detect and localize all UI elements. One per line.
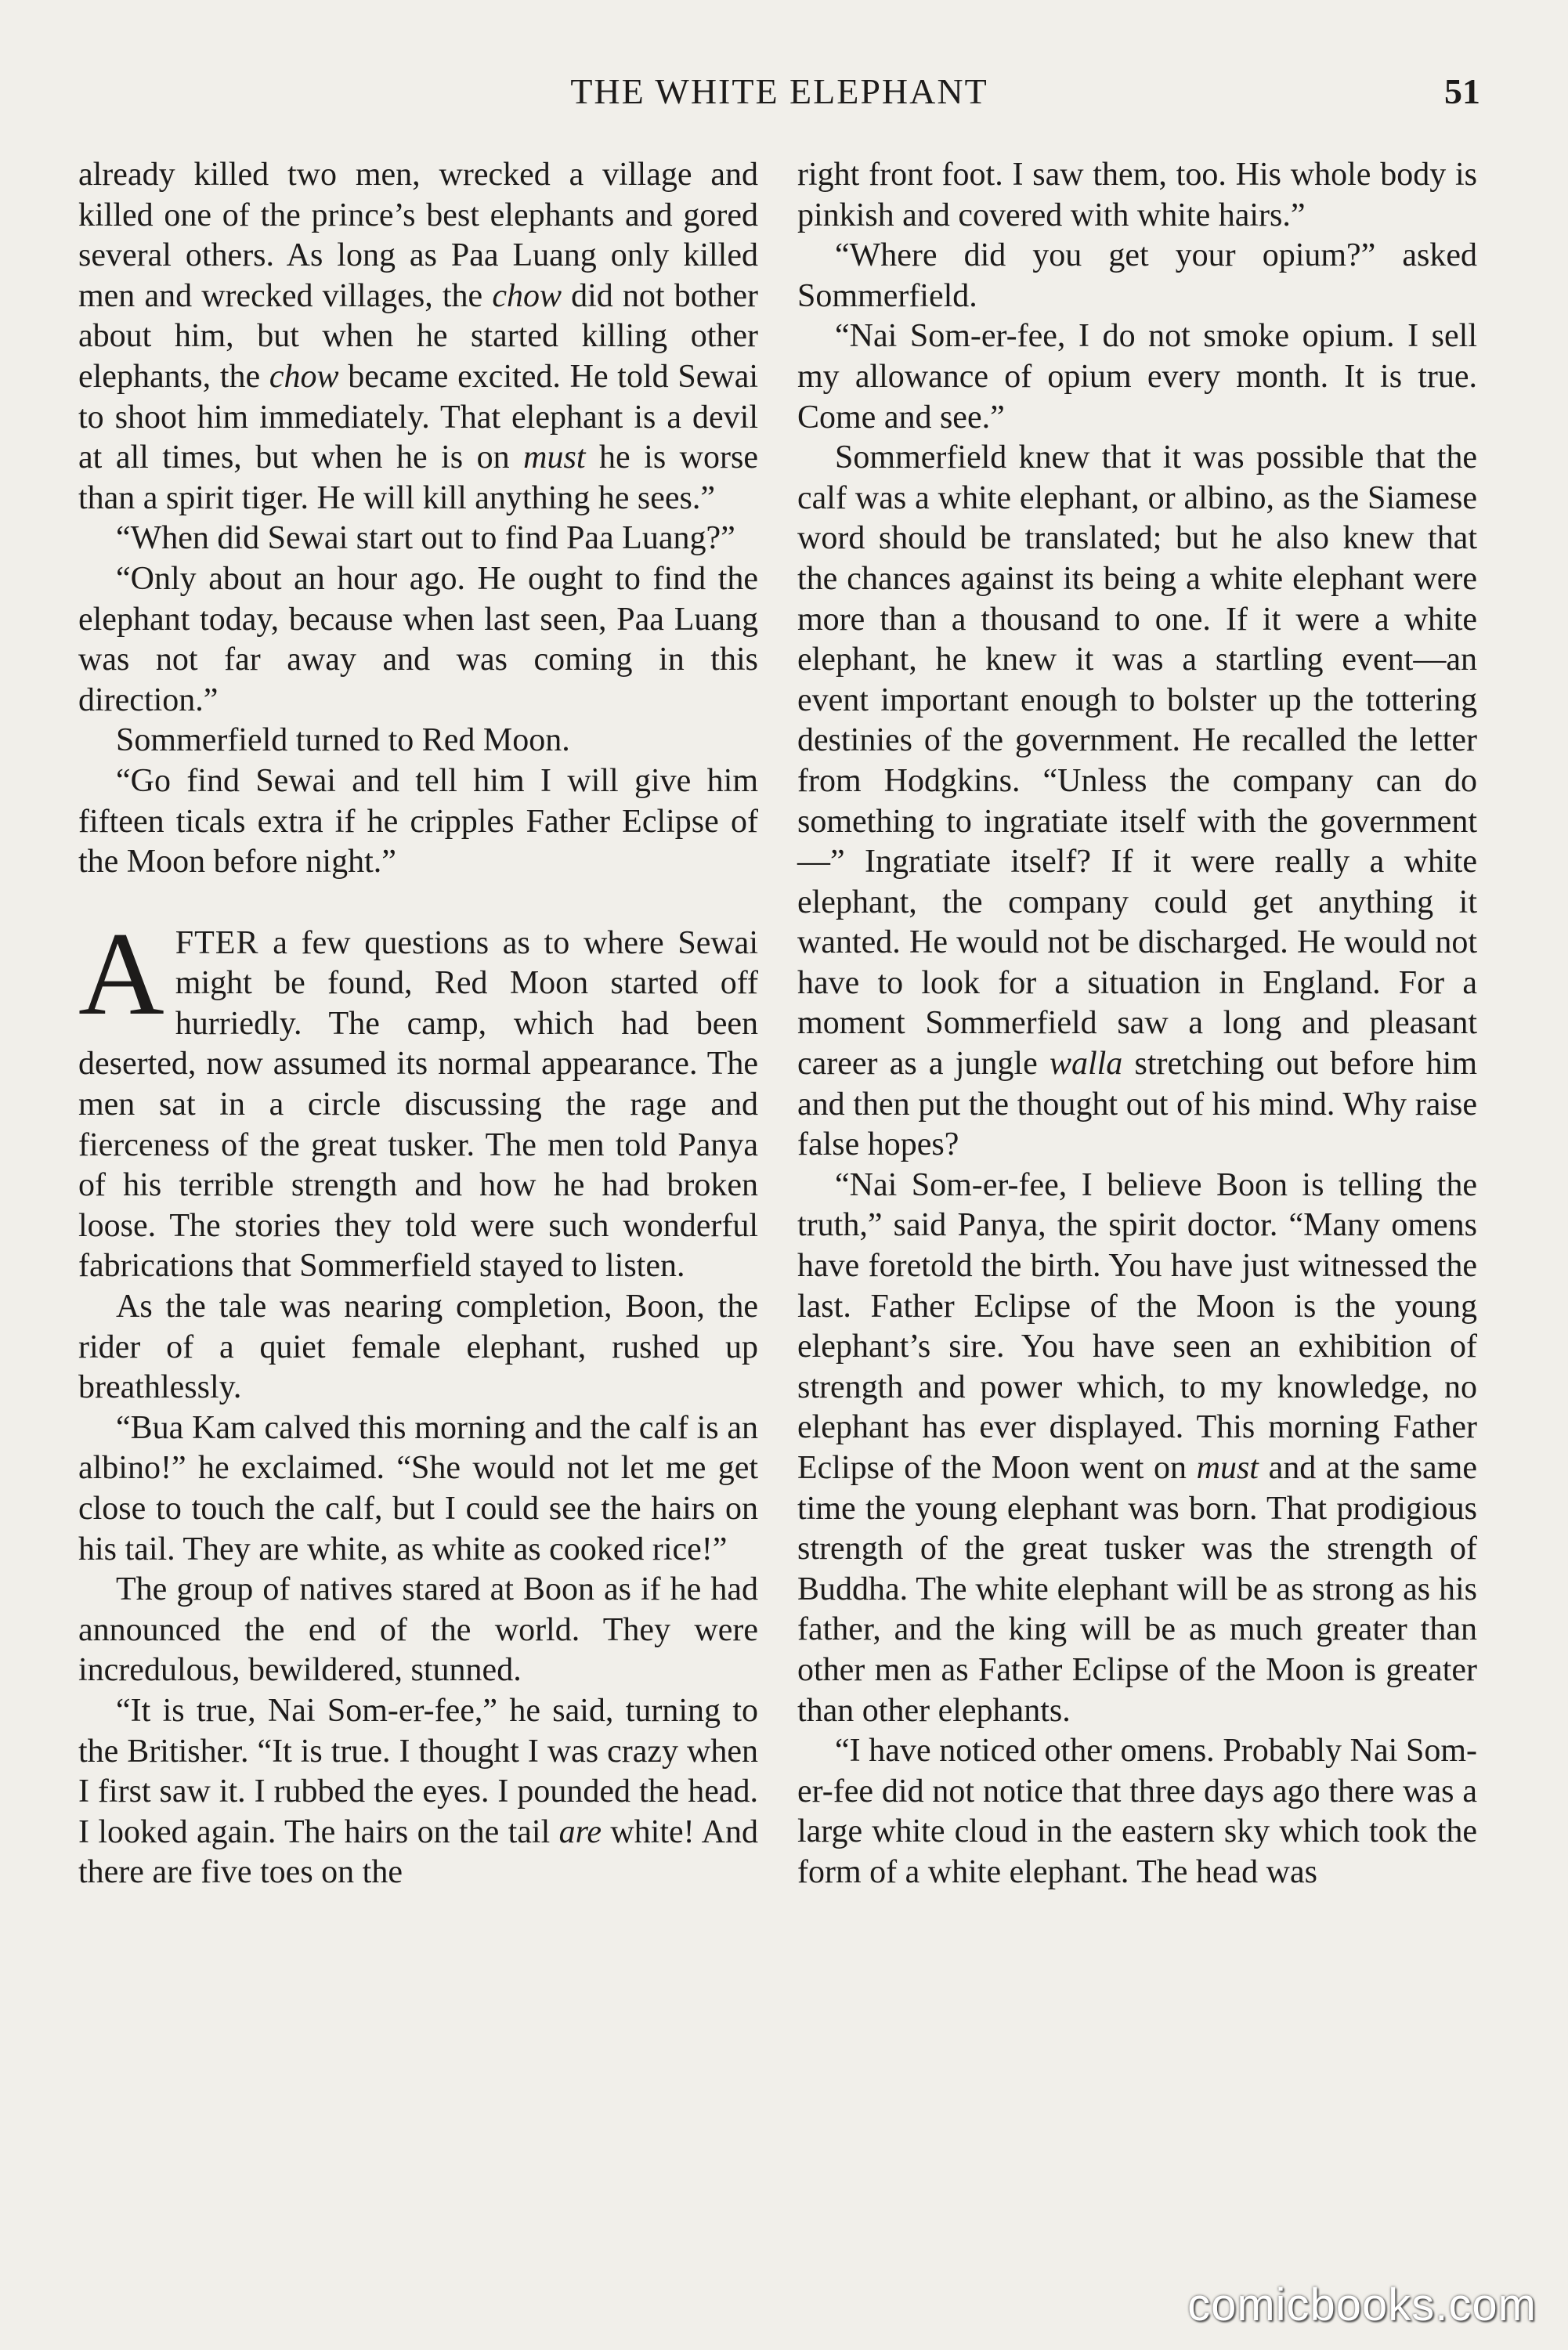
page-header xyxy=(78,70,1480,125)
right-column xyxy=(797,155,1477,1893)
paragraph: already killed two men, wrecked a village and killed one of the prince’s best elephants and gored several others. As long as Paa Luang only killed men and wrecked villages, the chow did not bother about him, but when he started killing other elephants, the chow became excited. He told Sewai to shoot him immediately. That elephant is a devil at all times, but when he is on must he is worse than a spirit tiger. He will kill anything he sees.” xyxy=(78,157,759,516)
watermark-logo: comicbooks.com xyxy=(1187,2280,1537,2330)
paragraph: “Where did you get your opium?” asked Sommerfield. xyxy=(797,237,1477,314)
paragraph: “I have noticed other omens. Probably Nai Som-er-fee did not notice that three days ago there was a large white cloud in the eastern sky which took the form of a white elephant. The head was xyxy=(797,1733,1477,1890)
page-number: 51 xyxy=(1444,71,1480,111)
left-column xyxy=(78,155,758,1893)
paragraph: “Bua Kam calved this morning and the calf is an albino!” he exclaimed. “She would not let me get close to touch the calf, but I could see the hairs on his tail. They are white, as white as cooked rice!” xyxy=(78,1409,758,1567)
paragraph: Sommerfield knew that it was possible that the calf was a white elephant, or albino, as the Siamese word should be translated; but he also knew that the chances against its being a white elephant were more than a thousand to one. If it were a white elephant, he knew it was a startling event—an event important enough to bolster up the tottering destinies of the government. He recalled the letter from Hodgkins. “Unless the company can do something to ingratiate itself with the government—” Ingratiate itself? If it were really a white elephant, the company could get anything it wanted. He would not be discharged. He would not have to look for a situation in England. For a moment Sommerfield saw a long and pleasant career as a jungle walla stretching out before him and then put the thought out of his mind. Why raise false hopes? xyxy=(797,439,1477,1163)
paragraph: The group of natives stared at Boon as if he had announced the end of the world. They were incredulous, bewildered, stunned. xyxy=(78,1571,758,1689)
paragraph: “It is true, Nai Som-er-fee,” he said, turning to the Britisher. “It is true. I thought I was crazy when I first saw it. I rubbed the eyes. I pounded the head. I looked again. The hairs on the tail are white! And there are five toes on the xyxy=(78,1692,758,1891)
paragraph: As the tale was nearing completion, Boon, the rider of a quiet female elephant, rushed up breathlessly. xyxy=(78,1289,758,1406)
paragraph: right front foot. I saw them, too. His whole body is pinkish and covered with white hairs.” xyxy=(797,157,1477,233)
paragraph: “Nai Som-er-fee, I do not smoke opium. I sell my allowance of opium every month. It is true. Come and see.” xyxy=(797,318,1477,436)
running-title: THE WHITE ELEPHANT xyxy=(570,71,988,111)
drop-cap: A xyxy=(78,907,164,1039)
paragraph: “Go find Sewai and tell him I will give him fifteen ticals extra if he cripples Father Eclipse of the Moon before night.” xyxy=(78,762,758,880)
paragraph: “When did Sewai start out to find Paa Luang?” xyxy=(116,520,735,557)
paragraph: Sommerfield turned to Red Moon. xyxy=(116,722,570,759)
section-opening-paragraph: AFTER a few questions as to where Sewai might be found, Red Moon started off hurriedly. The camp, which had been deserted, now assumed its normal appearance. The men sat in a circle discussing the rage and fierceness of the great tusker. The men told Panya of his terrible strength and how he had broken loose. The stories they told were such wonderful fabrications that Sommerfield stayed to listen. xyxy=(78,907,758,1285)
paragraph: “Only about an hour ago. He ought to find the elephant today, because when last seen, Paa Luang was not far away and was coming in this direction.” xyxy=(78,560,758,718)
paragraph: “Nai Som-er-fee, I believe Boon is telling the truth,” said Panya, the spirit doctor. “Many omens have foretold the birth. You have just witnessed the last. Father Eclipse of the Moon is the young elephant’s sire. You have seen an exhibition of strength and power which, to my knowledge, no elephant has ever displayed. This morning Father Eclipse of the Moon went on must and at the same time the young elephant was born. That prodigious strength of the great tusker was the strength of Buddha. The white elephant will be as strong as his father, and the king will be as much greater than other men as Father Eclipse of the Moon is greater than other elephants. xyxy=(797,1166,1477,1729)
